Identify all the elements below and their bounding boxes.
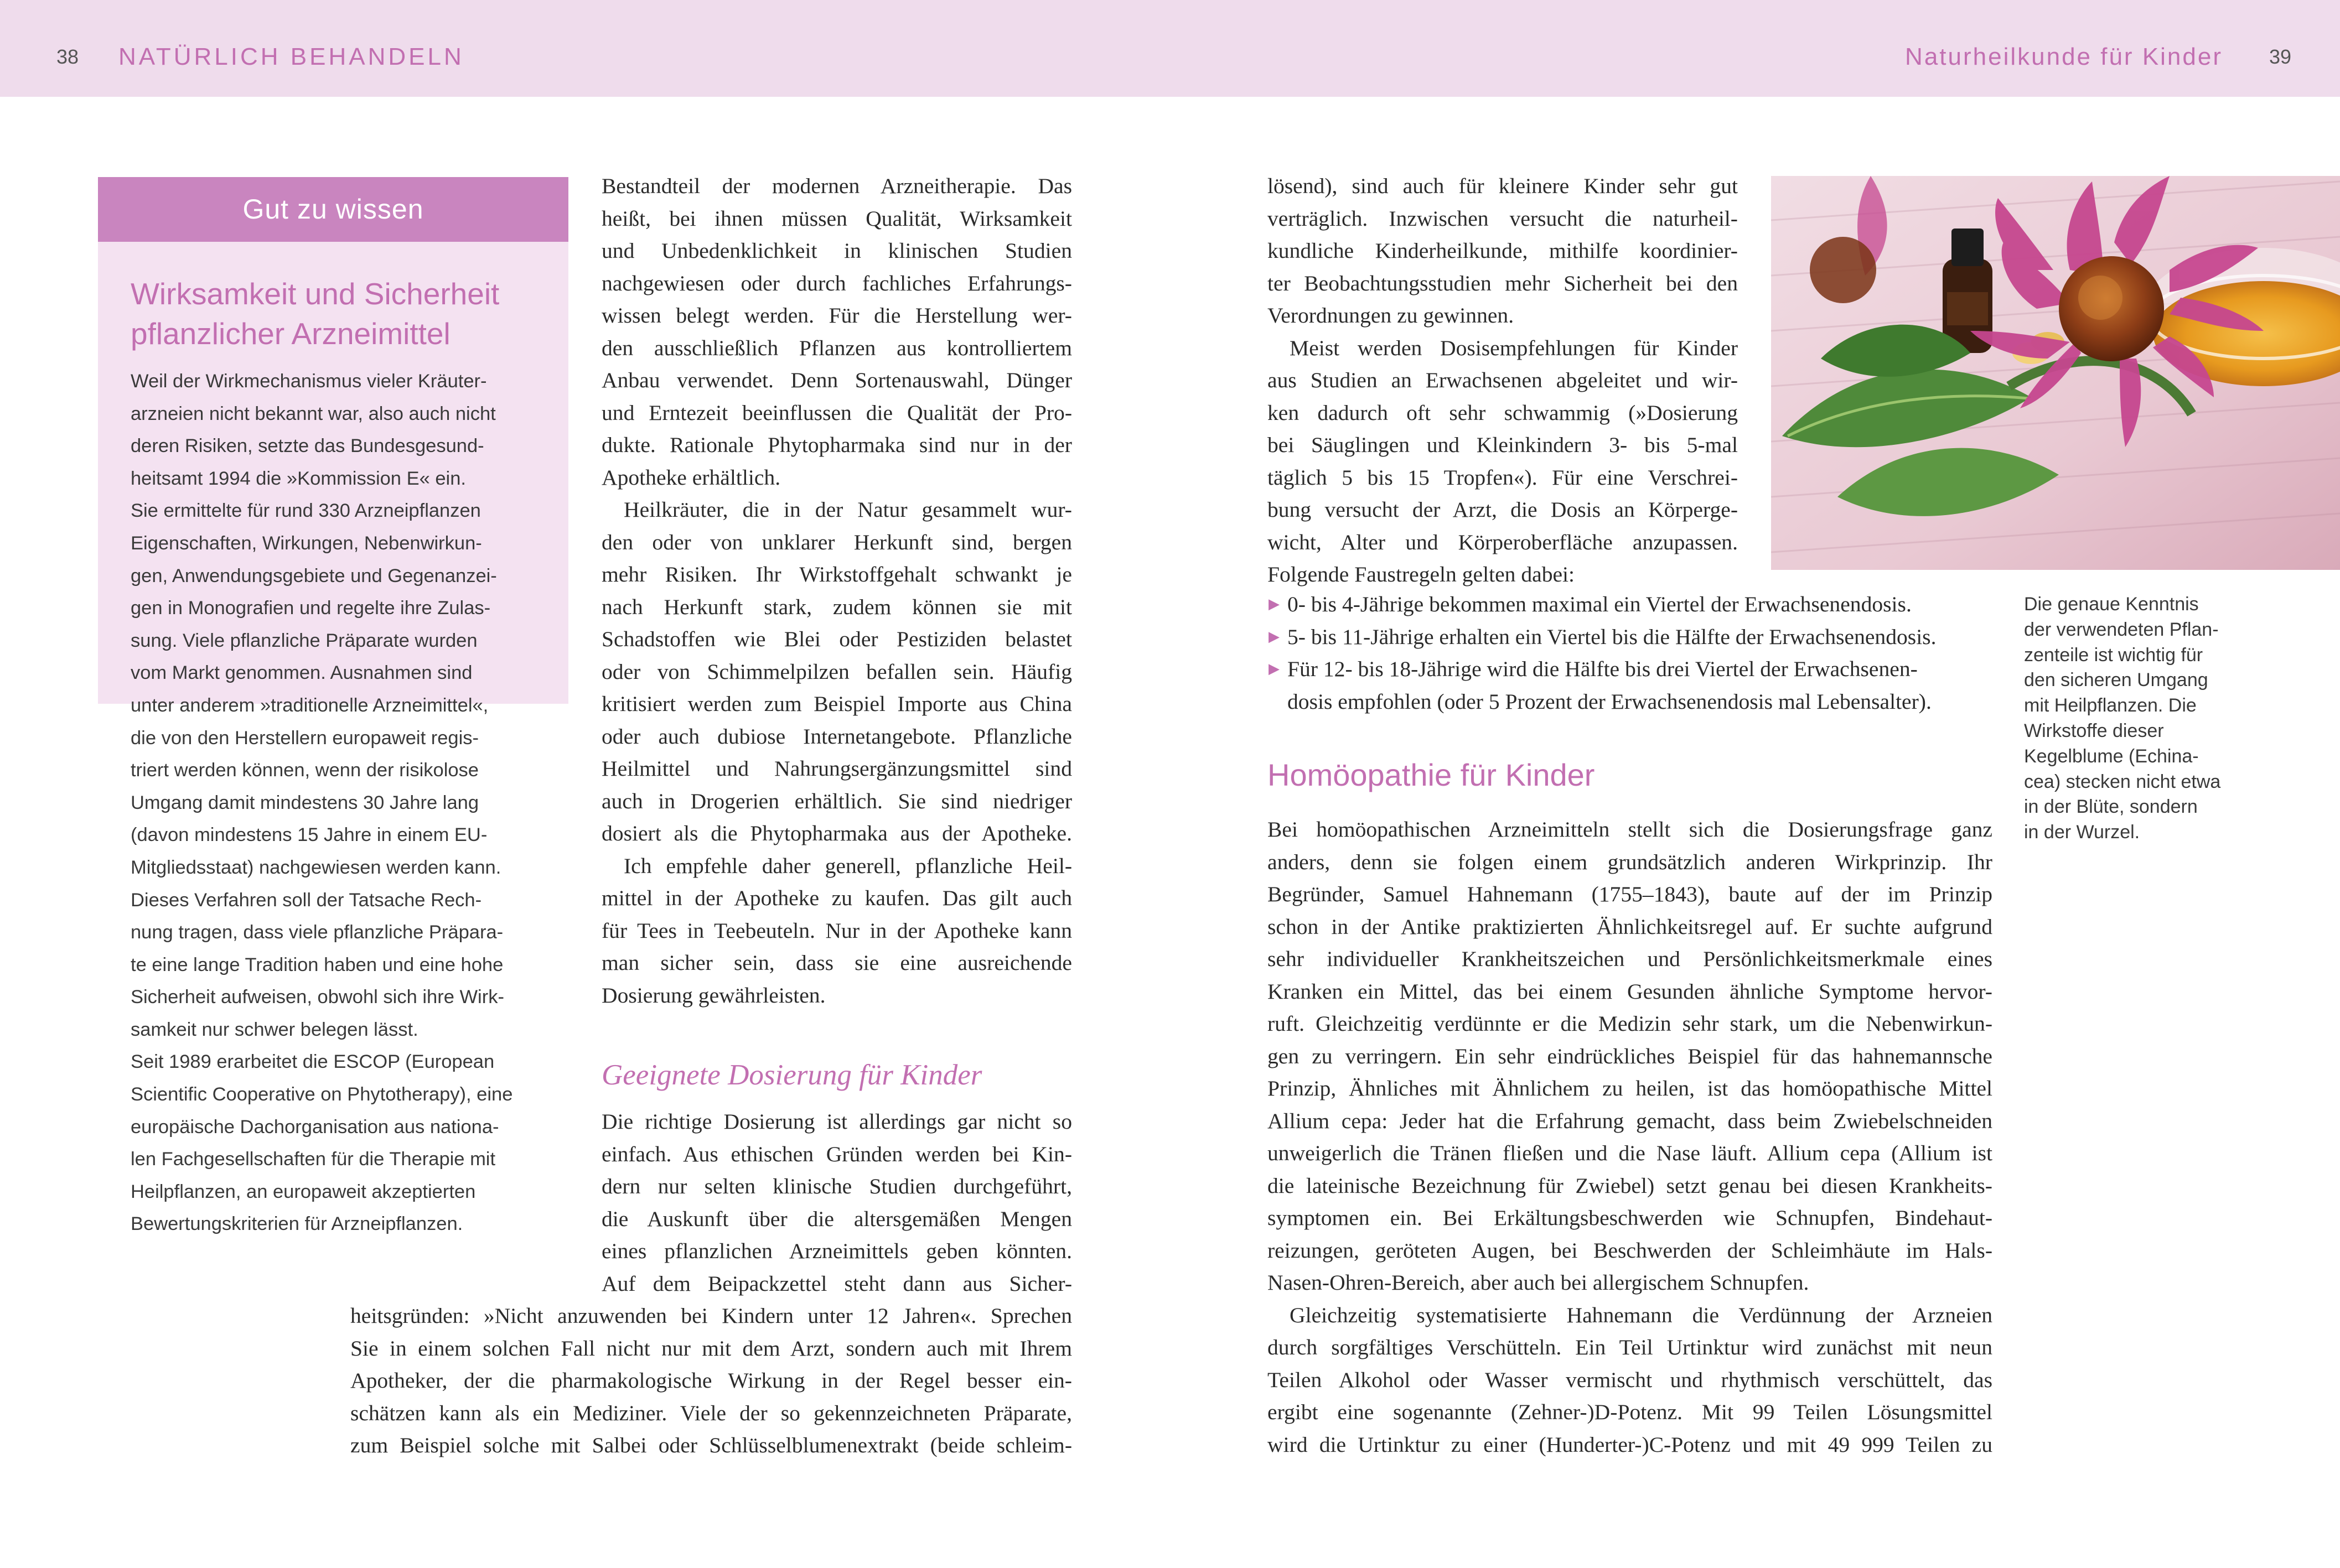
caption-line: in der Wurzel. — [2024, 822, 2140, 843]
text-line: auch in Drogerien erhältlich. Sie sind niedriger — [602, 788, 1072, 813]
text-line: Gleichzeitig systematisierte Hahnemann die Verdünnung der Arzneien — [1290, 1302, 1992, 1327]
text-line: die lateinische Bezeichnung für Zwiebel) setzt genau bei diesen Krankheits- — [1267, 1173, 1992, 1198]
dosage-rules-list — [1267, 588, 1992, 718]
caption-line: Die genaue Kenntnis — [2024, 594, 2199, 615]
running-title-left: NATÜRLICH BEHANDELN — [118, 43, 464, 70]
text-line: für Tees in Teebeuteln. Nur in der Apotheke kann — [602, 918, 1072, 943]
heading-homoeopathie: Homöopathie für Kinder — [1267, 757, 1595, 792]
text-line: ken dadurch oft sehr schwammig (»Dosierung — [1267, 400, 1738, 425]
info-box-line: Dieses Verfahren soll der Tatsache Rech- — [131, 889, 482, 911]
text-line: aus Studien an Erwachsenen abgeleitet und wir- — [1267, 368, 1738, 392]
text-line: und Unbedenklichkeit in klinischen Studien — [602, 238, 1072, 263]
info-box-line: triert werden können, wenn der risikolose — [131, 760, 479, 781]
info-box-line: Bewertungskriterien für Arzneipflanzen. — [131, 1213, 463, 1235]
text-line: schätzen kann als ein Mediziner. Viele der so gekennzeichneten Präparate, — [350, 1400, 1072, 1425]
info-box-line: samkeit nur schwer belegen lässt. — [131, 1019, 418, 1040]
info-box-line: gen in Monografien und regelte ihre Zulas- — [131, 598, 491, 619]
text-line: eines pflanzlichen Arzneimittels geben könnten. — [602, 1239, 1072, 1263]
info-box-line: arzneien nicht bekannt war, also auch nicht — [131, 403, 496, 424]
caption-line: in der Blüte, sondern — [2024, 796, 2198, 818]
text-line: dern nur selten klinische Studien durchgeführt, — [602, 1174, 1072, 1198]
text-line: den oder von unklarer Herkunft sind, bergen — [602, 529, 1072, 554]
info-box-line: len Fachgesellschaften für die Therapie mit — [131, 1149, 496, 1170]
caption-line: den sicheren Umgang — [2024, 669, 2208, 691]
text-line: kritisiert werden zum Beispiel Importe aus China — [602, 692, 1072, 716]
info-box-line: sung. Viele pflanzliche Präparate wurden — [131, 630, 478, 651]
caption-line: cea) stecken nicht etwa — [2024, 771, 2221, 792]
left-column-text-wide — [350, 1300, 1072, 1462]
text-line: Dosierung gewährleisten. — [602, 983, 826, 1008]
text-line: täglich 5 bis 15 Tropfen«). Für eine Verschrei- — [1267, 465, 1738, 490]
info-box-line: (davon mindestens 15 Jahre in einem EU- — [131, 824, 488, 846]
text-line: wird die Urtinktur zu einer (Hunderter-)C-Potenz und mit 49 999 Teilen zu — [1267, 1432, 1992, 1457]
text-line: und Erntezeit beeinflussen die Qualität der Pro- — [602, 400, 1072, 425]
text-line: verträglich. Inzwischen versucht die naturheil- — [1267, 206, 1738, 231]
text-line: dukte. Rationale Phytopharmaka sind nur in der — [602, 433, 1072, 457]
caption-line: zenteile ist wichtig für — [2024, 644, 2203, 666]
info-box-line: unter anderem »traditionelle Arzneimittel«, — [131, 694, 489, 716]
text-line: Heilmittel und Nahrungsergänzungsmittel sind — [602, 756, 1072, 781]
text-line: unweigerlich die Tränen fließen und die Nase läuft. Allium cepa (Allium ist — [1267, 1141, 1992, 1165]
info-box-line: Scientific Cooperative on Phytotherapy), eine — [131, 1084, 513, 1105]
page-number-left: 38 — [56, 45, 79, 68]
info-box-title-line: pflanzlicher Arzneimittel — [131, 316, 451, 351]
text-line: Schadstoffen wie Blei oder Pestiziden belastet — [602, 627, 1072, 651]
text-line: Begründer, Samuel Hahnemann (1755–1843), baute auf der im Prinzip — [1267, 882, 1992, 906]
info-box-line: deren Risiken, setzte das Bundesgesund- — [131, 435, 484, 457]
info-box-line: vom Markt genommen. Ausnahmen sind — [131, 662, 473, 684]
text-line: man sicher sein, dass sie eine ausreichende — [602, 951, 1072, 975]
text-line: oder auch dubiose Internetangebote. Pflanzliche — [602, 724, 1072, 749]
info-box-line: nung tragen, dass viele pflanzliche Präpara- — [131, 922, 504, 943]
text-line: Nasen-Ohren-Bereich, aber auch bei allergischem Schnupfen. — [1267, 1270, 1809, 1295]
caption-line: der verwendeten Pflan- — [2024, 619, 2219, 640]
text-line: Apotheke erhältlich. — [602, 465, 781, 490]
text-line: Auf dem Beipackzettel steht dann aus Sicher- — [602, 1271, 1072, 1296]
list-item — [1267, 588, 1992, 621]
text-line: lösend), sind auch für kleinere Kinder sehr gut — [1267, 174, 1738, 198]
info-box-line: te eine lange Tradition haben und eine hohe — [131, 954, 504, 975]
text-line: Prinzip, Ähnliches mit Ähnlichem zu heilen, ist das homöopathische Mittel — [1267, 1076, 1992, 1100]
text-line: nach Herkunft stark, zudem können sie mit — [602, 594, 1072, 619]
text-line: Die richtige Dosierung ist allerdings gar nicht so — [602, 1109, 1072, 1134]
info-box-body — [131, 365, 551, 1240]
bullet-triangle-icon: ▶ — [1269, 596, 1280, 612]
info-box-line: gen, Anwendungsgebiete und Gegenanzei- — [131, 565, 497, 586]
text-line: wissen belegt werden. Für die Herstellung wer- — [602, 303, 1072, 328]
text-line: kundliche Kinderheilkunde, mithilfe koordinier- — [1267, 238, 1738, 263]
text-line: mehr Risiken. Ihr Wirkstoffgehalt schwankt je — [602, 562, 1072, 586]
text-line: Folgende Faustregeln gelten dabei: — [1267, 562, 1575, 586]
text-line: Kranken ein Mittel, das bei einem Gesunden ähnliche Symptome hervor- — [1267, 979, 1992, 1004]
text-line: anders, denn sie folgen einem grundsätzlich anderen Wirkprinzip. Ihr — [1267, 849, 1992, 874]
list-item — [1267, 653, 1992, 718]
running-header — [0, 0, 2340, 97]
text-line: Anbau verwendet. Denn Sortenauswahl, Dünger — [602, 368, 1072, 392]
info-box-line: Seit 1989 erarbeitet die ESCOP (European — [131, 1051, 495, 1073]
info-box-line: die von den Herstellern europaweit regis- — [131, 727, 479, 749]
info-box-line: Heilpflanzen, an europaweit akzeptierten — [131, 1181, 476, 1202]
bullet-triangle-icon: ▶ — [1269, 628, 1280, 645]
caption-line: Wirkstoffe dieser — [2024, 720, 2164, 741]
page-number-right: 39 — [2269, 45, 2291, 68]
text-line: Apotheker, der die pharmakologische Wirkung in der Regel besser ein- — [350, 1368, 1072, 1393]
info-box-line: Weil der Wirkmechanismus vieler Kräuter- — [131, 371, 487, 392]
info-box-line: Sie ermittelte für rund 330 Arzneipflanzen — [131, 500, 481, 522]
info-box-label: Gut zu wissen — [98, 177, 568, 242]
text-line: ter Beobachtungsstudien mehr Sicherheit bei den — [1267, 271, 1738, 295]
text-line: Heilkräuter, die in der Natur gesammelt wur- — [624, 497, 1072, 522]
info-box-line: Sicherheit aufweisen, obwohl sich ihre Wirk- — [131, 987, 504, 1008]
info-box-line: europäische Dachorganisation aus nationa- — [131, 1116, 499, 1138]
text-line: gen zu verringern. Ein sehr eindrückliches Beispiel für das hahnemannsche — [1267, 1043, 1992, 1068]
text-line: bung versucht der Arzt, die Dosis an Körperge- — [1267, 497, 1738, 522]
subheading-dosierung: Geeignete Dosierung für Kinder — [602, 1059, 982, 1091]
text-line: symptomen ein. Bei Erkältungsbeschwerden wie Schnupfen, Bindehaut- — [1267, 1206, 1992, 1230]
text-line: oder von Schimmelpilzen befallen sein. Häufig — [602, 659, 1072, 684]
text-line: bei Säuglingen und Kleinkindern 3- bis 5-mal — [1267, 433, 1738, 457]
text-line: Verordnungen zu gewinnen. — [1267, 303, 1514, 328]
list-item-line: 0- bis 4-Jährige bekommen maximal ein Viertel der Erwachsenendosis. — [1287, 592, 1912, 616]
info-box-line: Mitgliedsstaat) nachgewiesen werden kann. — [131, 856, 501, 878]
text-line: ergibt eine sogenannte (Zehner-)D-Potenz. Mit 99 Teilen Lösungsmittel — [1267, 1400, 1992, 1424]
text-line: wicht, Alter und Körperoberfläche anzupassen. — [1267, 529, 1738, 554]
text-line: heißt, bei ihnen müssen Qualität, Wirksamkeit — [602, 206, 1072, 231]
bullet-triangle-icon: ▶ — [1269, 661, 1280, 677]
text-line: reizungen, geröteten Augen, bei Beschwerden der Schleimhäute im Hals- — [1267, 1238, 1992, 1263]
info-box — [98, 177, 568, 1235]
info-box-line: Eigenschaften, Wirkungen, Nebenwirkun- — [131, 532, 482, 554]
text-line: einfach. Aus ethischen Gründen werden bei Kin- — [602, 1141, 1072, 1166]
right-column-text-2 — [1267, 813, 1992, 1461]
list-item-line: Für 12- bis 18-Jährige wird die Hälfte bis drei Viertel der Erwachsenen- — [1287, 657, 1918, 681]
text-line: Meist werden Dosisempfehlungen für Kinder — [1290, 335, 1738, 360]
text-line: sehr individueller Krankheitszeichen und Persönlichkeitsmerkmale eines — [1267, 947, 1992, 971]
text-line: Ich empfehle daher generell, pflanzliche Heil- — [624, 853, 1072, 878]
right-column-text — [1267, 170, 1738, 591]
text-line: durch sorgfältiges Verschütteln. Ein Teil Urtinktur wird zunächst mit neun — [1267, 1335, 1992, 1359]
echinacea-photo-image — [1771, 176, 2340, 570]
running-title-right: Naturheilkunde für Kinder — [1905, 43, 2223, 70]
text-line: den ausschließlich Pflanzen aus kontrolliertem — [602, 335, 1072, 360]
list-item-line: dosis empfohlen (oder 5 Prozent der Erwachsenendosis mal Lebensalter). — [1287, 689, 1932, 714]
caption-line: mit Heilpflanzen. Die — [2024, 695, 2197, 716]
text-line: zum Beispiel solche mit Salbei oder Schlüsselblumenextrakt (beide schleim- — [350, 1433, 1072, 1457]
list-item — [1267, 621, 1992, 653]
text-line: Bei homöopathischen Arzneimitteln stellt sich die Dosierungsfrage ganz — [1267, 817, 1992, 842]
left-column-text — [602, 170, 1072, 1011]
info-box-title-line: Wirksamkeit und Sicherheit — [131, 277, 500, 311]
text-line: schon in der Antike praktizierten Ähnlichkeitsregel auf. Er suchte aufgrund — [1267, 914, 1992, 939]
text-line: heitsgründen: »Nicht anzuwenden bei Kindern unter 12 Jahren«. Sprechen — [350, 1304, 1072, 1328]
caption-line: Kegelblume (Echina- — [2024, 745, 2199, 767]
photo-caption — [2024, 592, 2267, 845]
echinacea-photo — [1771, 176, 2340, 570]
list-item-line: 5- bis 11-Jährige erhalten ein Viertel bis die Hälfte der Erwachsenendosis. — [1287, 624, 1937, 649]
info-box-line: heitsamt 1994 die »Kommission E« ein. — [131, 468, 466, 489]
text-line: ruft. Gleichzeitig verdünnte er die Medizin sehr stark, um die Nebenwirkun- — [1267, 1011, 1992, 1036]
text-line: Sie in einem solchen Fall nicht nur mit dem Arzt, sondern auch mit Ihrem — [350, 1336, 1072, 1361]
text-line: nachgewiesen oder durch fachliches Erfahrungs- — [602, 271, 1072, 295]
text-line: mittel in der Apotheke zu kaufen. Das gilt auch — [602, 886, 1072, 910]
info-box-title — [131, 274, 568, 354]
text-line: Allium cepa: Jeder hat die Erfahrung gemacht, dass beim Zwiebelschneiden — [1267, 1108, 1992, 1133]
text-line: dosiert als die Phytopharmaka aus der Apotheke. — [602, 821, 1072, 845]
left-column-text-2 — [602, 1105, 1072, 1300]
text-line: Teilen Alkohol oder Wasser vermischt und rhythmisch verschüttelt, das — [1267, 1367, 1992, 1392]
text-line: die Auskunft über die altersgemäßen Mengen — [602, 1206, 1072, 1231]
info-box-line: Umgang damit mindestens 30 Jahre lang — [131, 792, 479, 813]
text-line: Bestandteil der modernen Arzneitherapie. Das — [602, 174, 1072, 198]
